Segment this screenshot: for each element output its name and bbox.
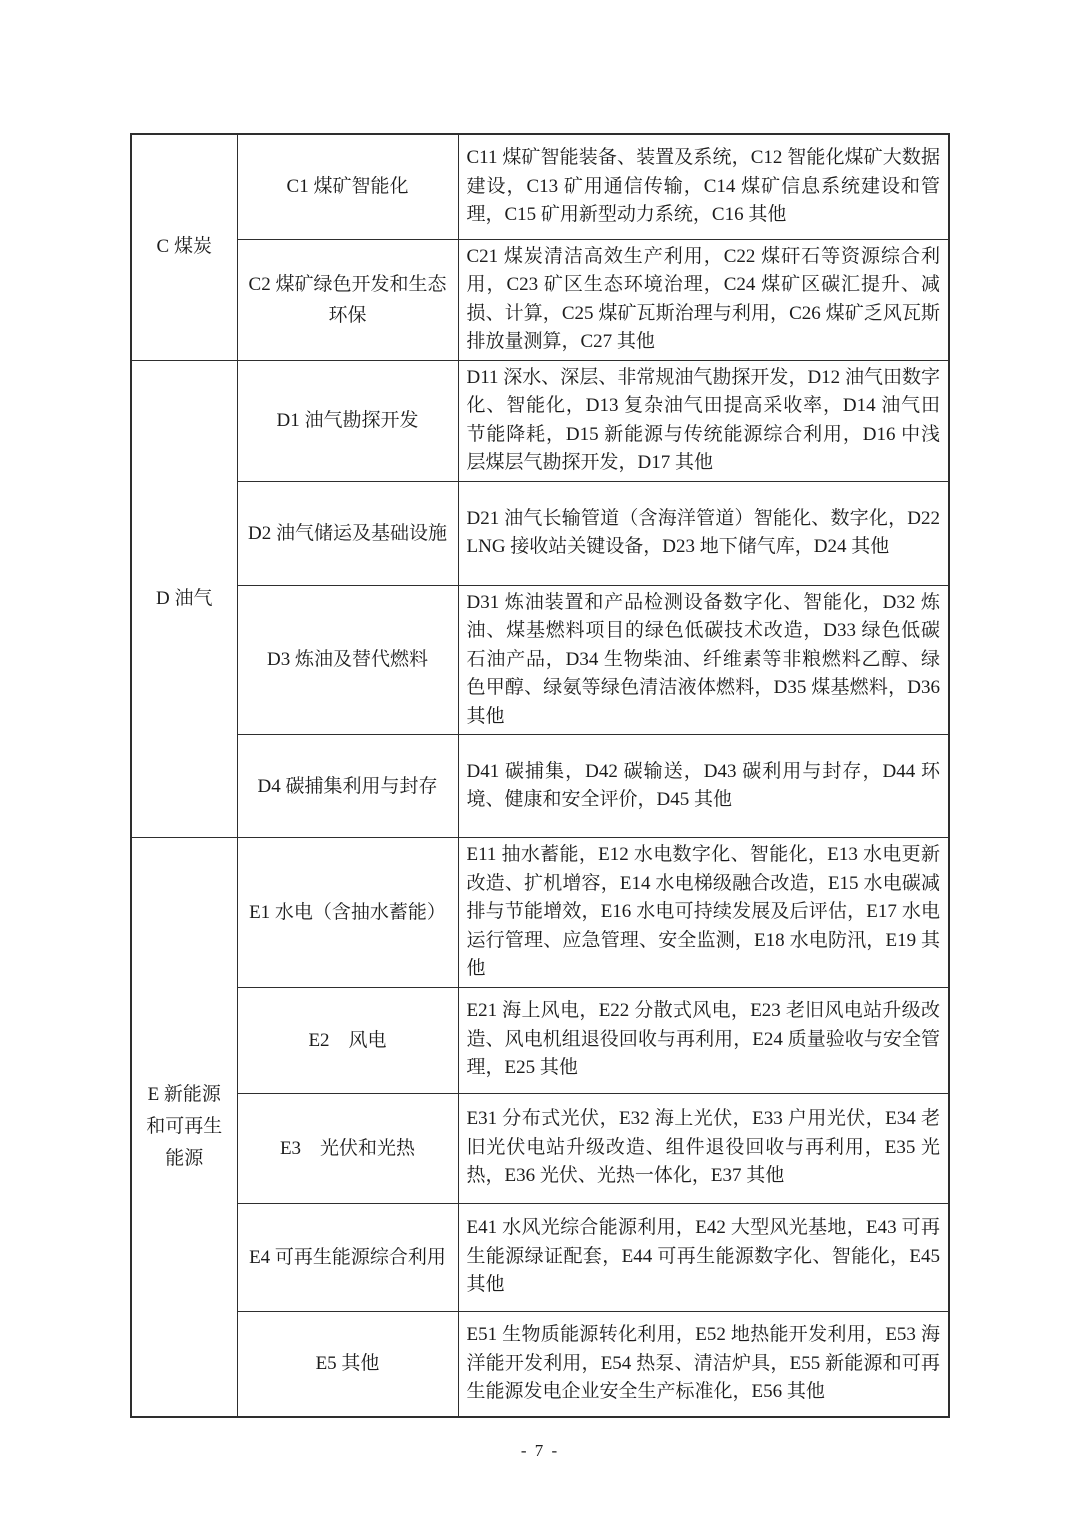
detail-cell-e4: E41 水风光综合能源利用，E42 大型风光基地，E43 可再生能源绿证配套，E44 可再生能源数字化、智能化，E45 其他: [458, 1203, 949, 1311]
table-row-e5: [131, 1311, 949, 1417]
table-row-e2: [131, 987, 949, 1093]
subcategory-cell-e3: E3 光伏和光热: [237, 1093, 458, 1203]
subcategory-cell-e4: E4 可再生能源综合利用: [237, 1203, 458, 1311]
detail-cell-d2: D21 油气长输管道（含海洋管道）智能化、数字化，D22 LNG 接收站关键设备，D23 地下储气库，D24 其他: [458, 481, 949, 585]
category-cell-renewables: E 新能源和可再生能源: [131, 838, 237, 1418]
detail-cell-d4: D41 碳捕集，D42 碳输送，D43 碳利用与封存，D44 环境、健康和安全评价，D45 其他: [458, 735, 949, 838]
detail-cell-d3: D31 炼油装置和产品检测设备数字化、智能化，D32 炼油、煤基燃料项目的绿色低碳技术改造，D33 绿色低碳石油产品，D34 生物柴油、纤维素等非粮燃料乙醇、绿色甲醇、绿氨等绿色清洁液体燃料，D35 煤基燃料，D36 其他: [458, 585, 949, 735]
subcategory-cell-d2: D2 油气储运及基础设施: [237, 481, 458, 585]
table-row-d2: [131, 481, 949, 585]
table-row-e3: [131, 1093, 949, 1203]
detail-cell-e5: E51 生物质能源转化利用，E52 地热能开发利用，E53 海洋能开发利用，E54 热泵、清洁炉具，E55 新能源和可再生能源发电企业安全生产标准化，E56 其他: [458, 1311, 949, 1417]
subcategory-cell-d1: D1 油气勘探开发: [237, 360, 458, 481]
table-row-e1: [131, 838, 949, 988]
table-row-d1: [131, 360, 949, 481]
detail-cell-e3: E31 分布式光伏，E32 海上光伏，E33 户用光伏，E34 老旧光伏电站升级改造、组件退役回收与再利用，E35 光热，E36 光伏、光热一体化，E37 其他: [458, 1093, 949, 1203]
subcategory-cell-d4: D4 碳捕集利用与封存: [237, 735, 458, 838]
table-row-d4: [131, 735, 949, 838]
page-number: - 7 -: [520, 1441, 560, 1460]
subcategory-cell-e2: E2 风电: [237, 987, 458, 1093]
subcategory-cell-c2: C2 煤矿绿色开发和生态环保: [237, 239, 458, 360]
table-row-d3: [131, 585, 949, 735]
subcategory-cell-c1: C1 煤矿智能化: [237, 134, 458, 239]
subcategory-cell-d3: D3 炼油及替代燃料: [237, 585, 458, 735]
energy-classification-table: [130, 133, 950, 1418]
table-row-c2: [131, 239, 949, 360]
table-row-c1: [131, 134, 949, 239]
subcategory-cell-e5: E5 其他: [237, 1311, 458, 1417]
table-row-e4: [131, 1203, 949, 1311]
detail-cell-c2: C21 煤炭清洁高效生产利用，C22 煤矸石等资源综合利用，C23 矿区生态环境治理，C24 煤矿区碳汇提升、减损、计算，C25 煤矿瓦斯治理与利用，C26 煤矿乏风瓦斯排放量测算，C27 其他: [458, 239, 949, 360]
detail-cell-e1: E11 抽水蓄能，E12 水电数字化、智能化，E13 水电更新改造、扩机增容，E14 水电梯级融合改造，E15 水电碳减排与节能增效，E16 水电可持续发展及后评估，E17 水电运行管理、应急管理、安全监测，E18 水电防汛，E19 其他: [458, 838, 949, 988]
detail-cell-d1: D11 深水、深层、非常规油气勘探开发，D12 油气田数字化、智能化，D13 复杂油气田提高采收率，D14 油气田节能降耗，D15 新能源与传统能源综合利用，D16 中浅层煤层气勘探开发，D17 其他: [458, 360, 949, 481]
category-cell-coal: C 煤炭: [131, 134, 237, 360]
category-cell-oil-gas: D 油气: [131, 360, 237, 838]
subcategory-cell-e1: E1 水电（含抽水蓄能）: [237, 838, 458, 988]
detail-cell-e2: E21 海上风电，E22 分散式风电，E23 老旧风电站升级改造、风电机组退役回收与再利用，E24 质量验收与安全管理，E25 其他: [458, 987, 949, 1093]
detail-cell-c1: C11 煤矿智能装备、装置及系统，C12 智能化煤矿大数据建设，C13 矿用通信传输，C14 煤矿信息系统建设和管理，C15 矿用新型动力系统，C16 其他: [458, 134, 949, 239]
